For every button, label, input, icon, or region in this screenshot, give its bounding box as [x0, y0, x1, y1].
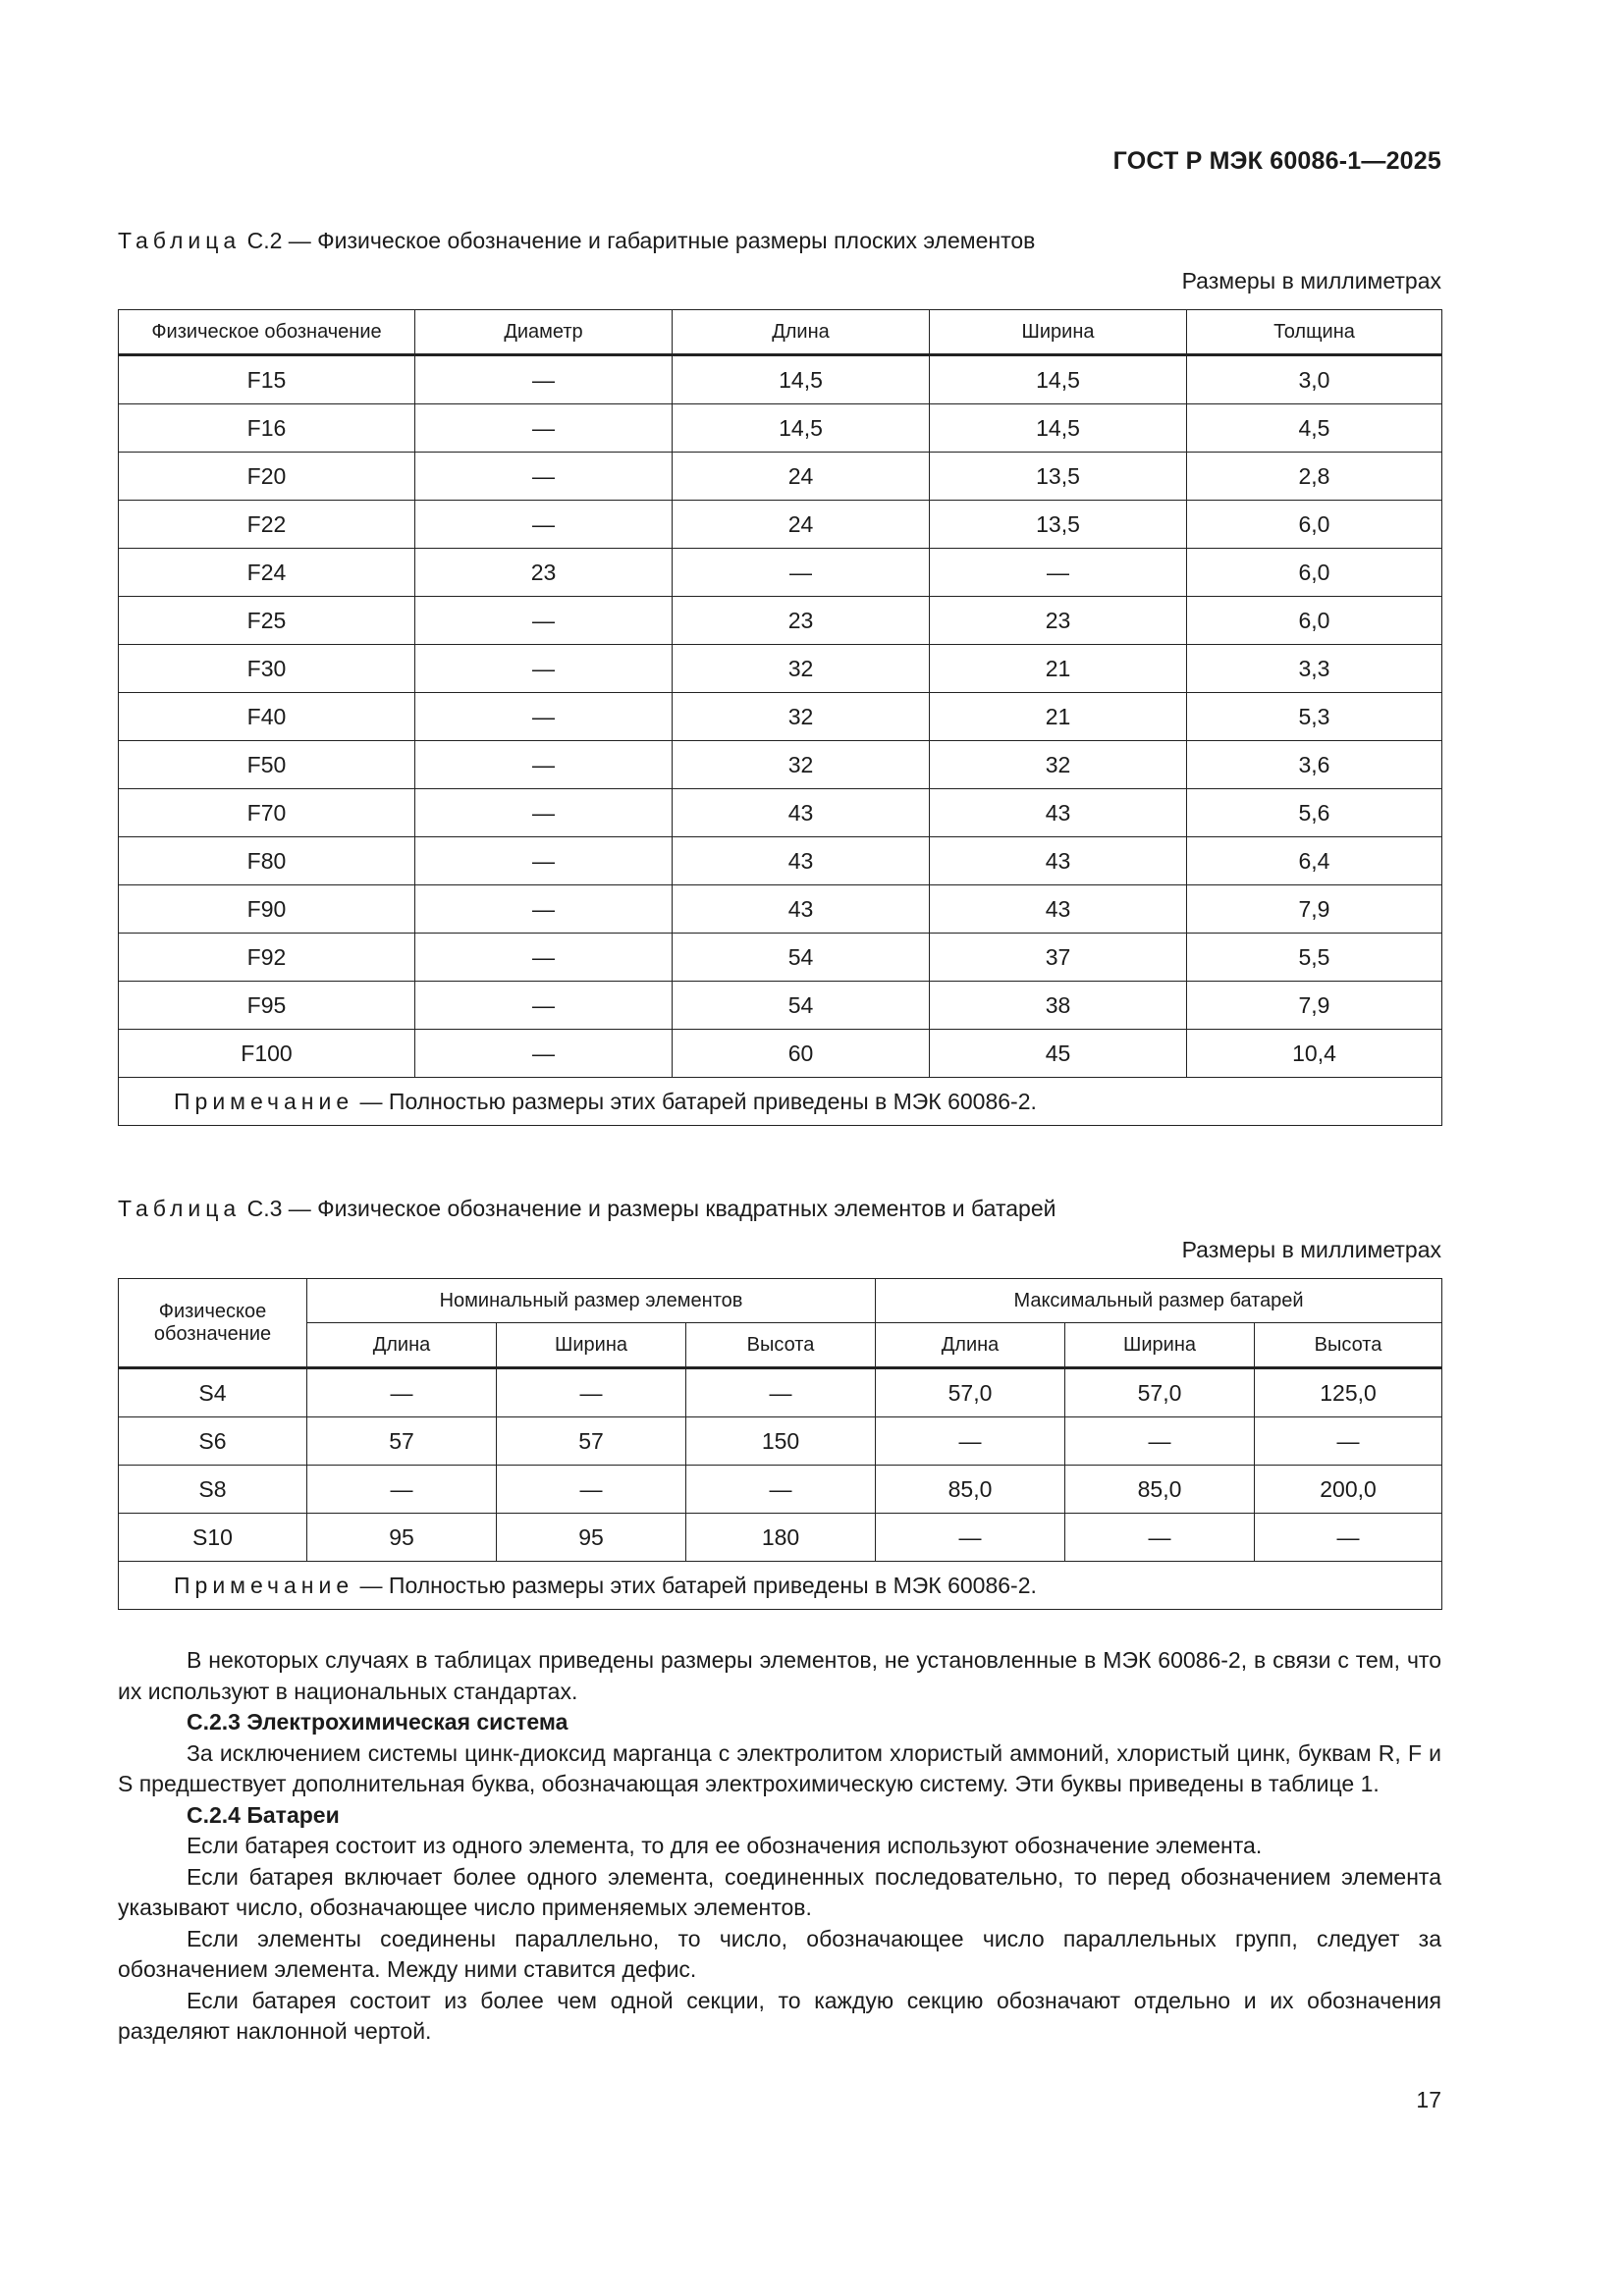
paragraph: Если батарея состоит из одного элемента, то для ее обозначения используют обозначение элемента.	[187, 1833, 1263, 1858]
table-cell: 21	[930, 693, 1187, 741]
table-row	[119, 934, 1442, 982]
table-cell: —	[930, 549, 1187, 597]
table-cell: 5,6	[1187, 789, 1442, 837]
table-cell: 5,3	[1187, 693, 1442, 741]
designation-header: Физическое обозначение	[119, 1279, 307, 1368]
designation-cell: S10	[119, 1514, 307, 1562]
table-c2-units: Размеры в миллиметрах	[1181, 268, 1441, 294]
table-row	[119, 453, 1442, 501]
table-cell: 85,0	[1065, 1466, 1255, 1514]
max-size-header: Максимальный размер батарей	[876, 1279, 1442, 1323]
column-header: Ширина	[497, 1323, 686, 1368]
table-cell: 13,5	[930, 501, 1187, 549]
table-row	[119, 597, 1442, 645]
table-cell: —	[415, 597, 673, 645]
section-heading: С.2.3 Электрохимическая система	[187, 1709, 568, 1735]
page-number: 17	[1416, 2087, 1441, 2112]
table-cell: —	[1255, 1514, 1442, 1562]
table-cell: 150	[686, 1417, 876, 1466]
table-c3-units: Размеры в миллиметрах	[1181, 1237, 1441, 1262]
note-text: — Полностью размеры этих батарей приведены в МЭК 60086-2.	[353, 1572, 1037, 1598]
paragraph: За исключением системы цинк-диоксид марганца с электролитом хлористый аммоний, хлористый цинк, буквам R, F и S предшествует дополнительная буква, обозначающая электрохимическую систему. Эти буквы приведены в таблице 1.	[118, 1739, 1441, 1796]
table-cell: —	[415, 741, 673, 789]
note-label: Примечание	[174, 1572, 354, 1598]
section-heading: С.2.4 Батареи	[187, 1801, 340, 1828]
designation-cell: S6	[119, 1417, 307, 1466]
table-cell: —	[876, 1417, 1065, 1466]
table-cell: 37	[930, 934, 1187, 982]
designation-cell: F22	[119, 501, 415, 549]
column-header: Физическое обозначение	[119, 310, 415, 355]
note-text: — Полностью размеры этих батарей приведены в МЭК 60086-2.	[353, 1088, 1037, 1114]
designation-cell: F90	[119, 885, 415, 934]
note-label: Примечание	[174, 1088, 354, 1114]
table-cell: 57	[307, 1417, 497, 1466]
column-header: Ширина	[1065, 1323, 1255, 1368]
table-c3-header-row-1	[119, 1279, 1442, 1323]
table-cell: —	[415, 501, 673, 549]
table-cell: 43	[673, 789, 930, 837]
table-cell: 125,0	[1255, 1368, 1442, 1417]
table-cell: 60	[673, 1030, 930, 1078]
table-cell: —	[415, 404, 673, 453]
nominal-size-header: Номинальный размер элементов	[307, 1279, 876, 1323]
table-cell: 7,9	[1187, 885, 1442, 934]
table-c2-caption	[118, 228, 1441, 254]
table-c3-header-row-2	[119, 1323, 1442, 1368]
table-cell: —	[415, 789, 673, 837]
column-header: Ширина	[930, 310, 1187, 355]
column-header: Длина	[673, 310, 930, 355]
table-cell: —	[686, 1466, 876, 1514]
table-row	[119, 885, 1442, 934]
table-cell: —	[415, 837, 673, 885]
body-text	[118, 1645, 1441, 2048]
table-cell: 10,4	[1187, 1030, 1442, 1078]
table-cell: —	[307, 1368, 497, 1417]
table-c2-caption-label: Таблица	[118, 228, 242, 253]
table-c3-caption	[118, 1196, 1441, 1222]
table-cell: —	[673, 549, 930, 597]
designation-cell: F16	[119, 404, 415, 453]
table-cell: 4,5	[1187, 404, 1442, 453]
table-cell: —	[415, 693, 673, 741]
table-cell: 45	[930, 1030, 1187, 1078]
column-header: Высота	[1255, 1323, 1442, 1368]
table-cell: 200,0	[1255, 1466, 1442, 1514]
table-row	[119, 645, 1442, 693]
table-cell: 23	[673, 597, 930, 645]
table-cell: 5,5	[1187, 934, 1442, 982]
table-row	[119, 789, 1442, 837]
designation-cell: F95	[119, 982, 415, 1030]
table-c3-caption-text: С.3 — Физическое обозначение и размеры квадратных элементов и батарей	[241, 1196, 1056, 1221]
table-cell: —	[415, 934, 673, 982]
table-c3-note	[119, 1562, 1442, 1610]
table-row	[119, 1030, 1442, 1078]
table-cell: 24	[673, 501, 930, 549]
table-row	[119, 1514, 1442, 1562]
table-cell: 180	[686, 1514, 876, 1562]
table-cell: 21	[930, 645, 1187, 693]
table-cell: —	[497, 1368, 686, 1417]
table-cell: 43	[673, 885, 930, 934]
table-cell: —	[307, 1466, 497, 1514]
table-cell: 57,0	[1065, 1368, 1255, 1417]
table-c2-note	[119, 1078, 1442, 1126]
table-row	[119, 404, 1442, 453]
designation-cell: F25	[119, 597, 415, 645]
table-cell: —	[1065, 1417, 1255, 1466]
table-cell: 85,0	[876, 1466, 1065, 1514]
designation-cell: F40	[119, 693, 415, 741]
table-c2-header-row	[119, 310, 1442, 355]
column-header: Диаметр	[415, 310, 673, 355]
table-cell: 95	[307, 1514, 497, 1562]
table-cell: —	[415, 982, 673, 1030]
column-header: Длина	[307, 1323, 497, 1368]
table-cell: —	[876, 1514, 1065, 1562]
table-cell: 3,3	[1187, 645, 1442, 693]
table-cell: 13,5	[930, 453, 1187, 501]
table-cell: —	[1255, 1417, 1442, 1466]
table-row	[119, 501, 1442, 549]
table-row	[119, 1368, 1442, 1417]
designation-cell: F92	[119, 934, 415, 982]
designation-cell: F24	[119, 549, 415, 597]
table-cell: 14,5	[673, 404, 930, 453]
table-c3-caption-label: Таблица	[118, 1196, 242, 1221]
table-cell: 6,0	[1187, 501, 1442, 549]
designation-cell: F50	[119, 741, 415, 789]
table-c3	[118, 1278, 1442, 1610]
table-cell: 6,4	[1187, 837, 1442, 885]
table-cell: 3,0	[1187, 355, 1442, 404]
table-cell: 2,8	[1187, 453, 1442, 501]
table-cell: 23	[415, 549, 673, 597]
designation-cell: S4	[119, 1368, 307, 1417]
table-cell: 14,5	[930, 355, 1187, 404]
table-row	[119, 982, 1442, 1030]
table-cell: 95	[497, 1514, 686, 1562]
designation-cell: F15	[119, 355, 415, 404]
table-cell: 43	[930, 837, 1187, 885]
table-row	[119, 741, 1442, 789]
table-cell: 23	[930, 597, 1187, 645]
designation-cell: F70	[119, 789, 415, 837]
table-row	[119, 1466, 1442, 1514]
table-cell: —	[415, 1030, 673, 1078]
table-cell: 3,6	[1187, 741, 1442, 789]
table-cell: 32	[673, 741, 930, 789]
table-cell: 6,0	[1187, 597, 1442, 645]
table-cell: —	[415, 355, 673, 404]
table-cell: 32	[673, 693, 930, 741]
table-cell: —	[415, 645, 673, 693]
document-code: ГОСТ Р МЭК 60086-1—2025	[1112, 147, 1441, 175]
designation-cell: F30	[119, 645, 415, 693]
table-cell: 43	[930, 789, 1187, 837]
table-cell: 32	[930, 741, 1187, 789]
table-c2-caption-text: С.2 — Физическое обозначение и габаритные размеры плоских элементов	[241, 228, 1036, 253]
table-cell: 54	[673, 934, 930, 982]
table-cell: 14,5	[930, 404, 1187, 453]
table-cell: 57	[497, 1417, 686, 1466]
table-c2-note-row	[119, 1078, 1442, 1126]
column-header: Высота	[686, 1323, 876, 1368]
table-cell: 38	[930, 982, 1187, 1030]
paragraph: В некоторых случаях в таблицах приведены размеры элементов, не установленные в МЭК 60086-2, в связи с тем, что их используют в национальных стандартах.	[118, 1647, 1441, 1704]
paragraph: Если батарея состоит из более чем одной секции, то каждую секцию обозначают отдельно и их обозначения разделяют наклонной чертой.	[118, 1987, 1441, 2044]
table-row	[119, 549, 1442, 597]
table-cell: 24	[673, 453, 930, 501]
table-cell: —	[686, 1368, 876, 1417]
paragraph: Если элементы соединены параллельно, то число, обозначающее число параллельных групп, следует за обозначением элемента. Между ними ставится дефис.	[118, 1925, 1441, 1982]
designation-cell: F20	[119, 453, 415, 501]
table-row	[119, 355, 1442, 404]
table-row	[119, 693, 1442, 741]
table-row	[119, 1417, 1442, 1466]
table-cell: 43	[930, 885, 1187, 934]
table-c3-note-row	[119, 1562, 1442, 1610]
table-cell: 32	[673, 645, 930, 693]
table-c2	[118, 309, 1442, 1126]
designation-cell: S8	[119, 1466, 307, 1514]
table-cell: 6,0	[1187, 549, 1442, 597]
table-cell: —	[415, 885, 673, 934]
table-cell: 7,9	[1187, 982, 1442, 1030]
table-cell: 43	[673, 837, 930, 885]
table-cell: 14,5	[673, 355, 930, 404]
column-header: Толщина	[1187, 310, 1442, 355]
table-cell: 54	[673, 982, 930, 1030]
designation-cell: F80	[119, 837, 415, 885]
table-row	[119, 837, 1442, 885]
table-cell: —	[497, 1466, 686, 1514]
table-cell: —	[1065, 1514, 1255, 1562]
table-cell: —	[415, 453, 673, 501]
column-header: Длина	[876, 1323, 1065, 1368]
table-cell: 57,0	[876, 1368, 1065, 1417]
paragraph: Если батарея включает более одного элемента, соединенных последовательно, то перед обозначением элемента указывают число, обозначающее число применяемых элементов.	[118, 1863, 1441, 1920]
designation-cell: F100	[119, 1030, 415, 1078]
